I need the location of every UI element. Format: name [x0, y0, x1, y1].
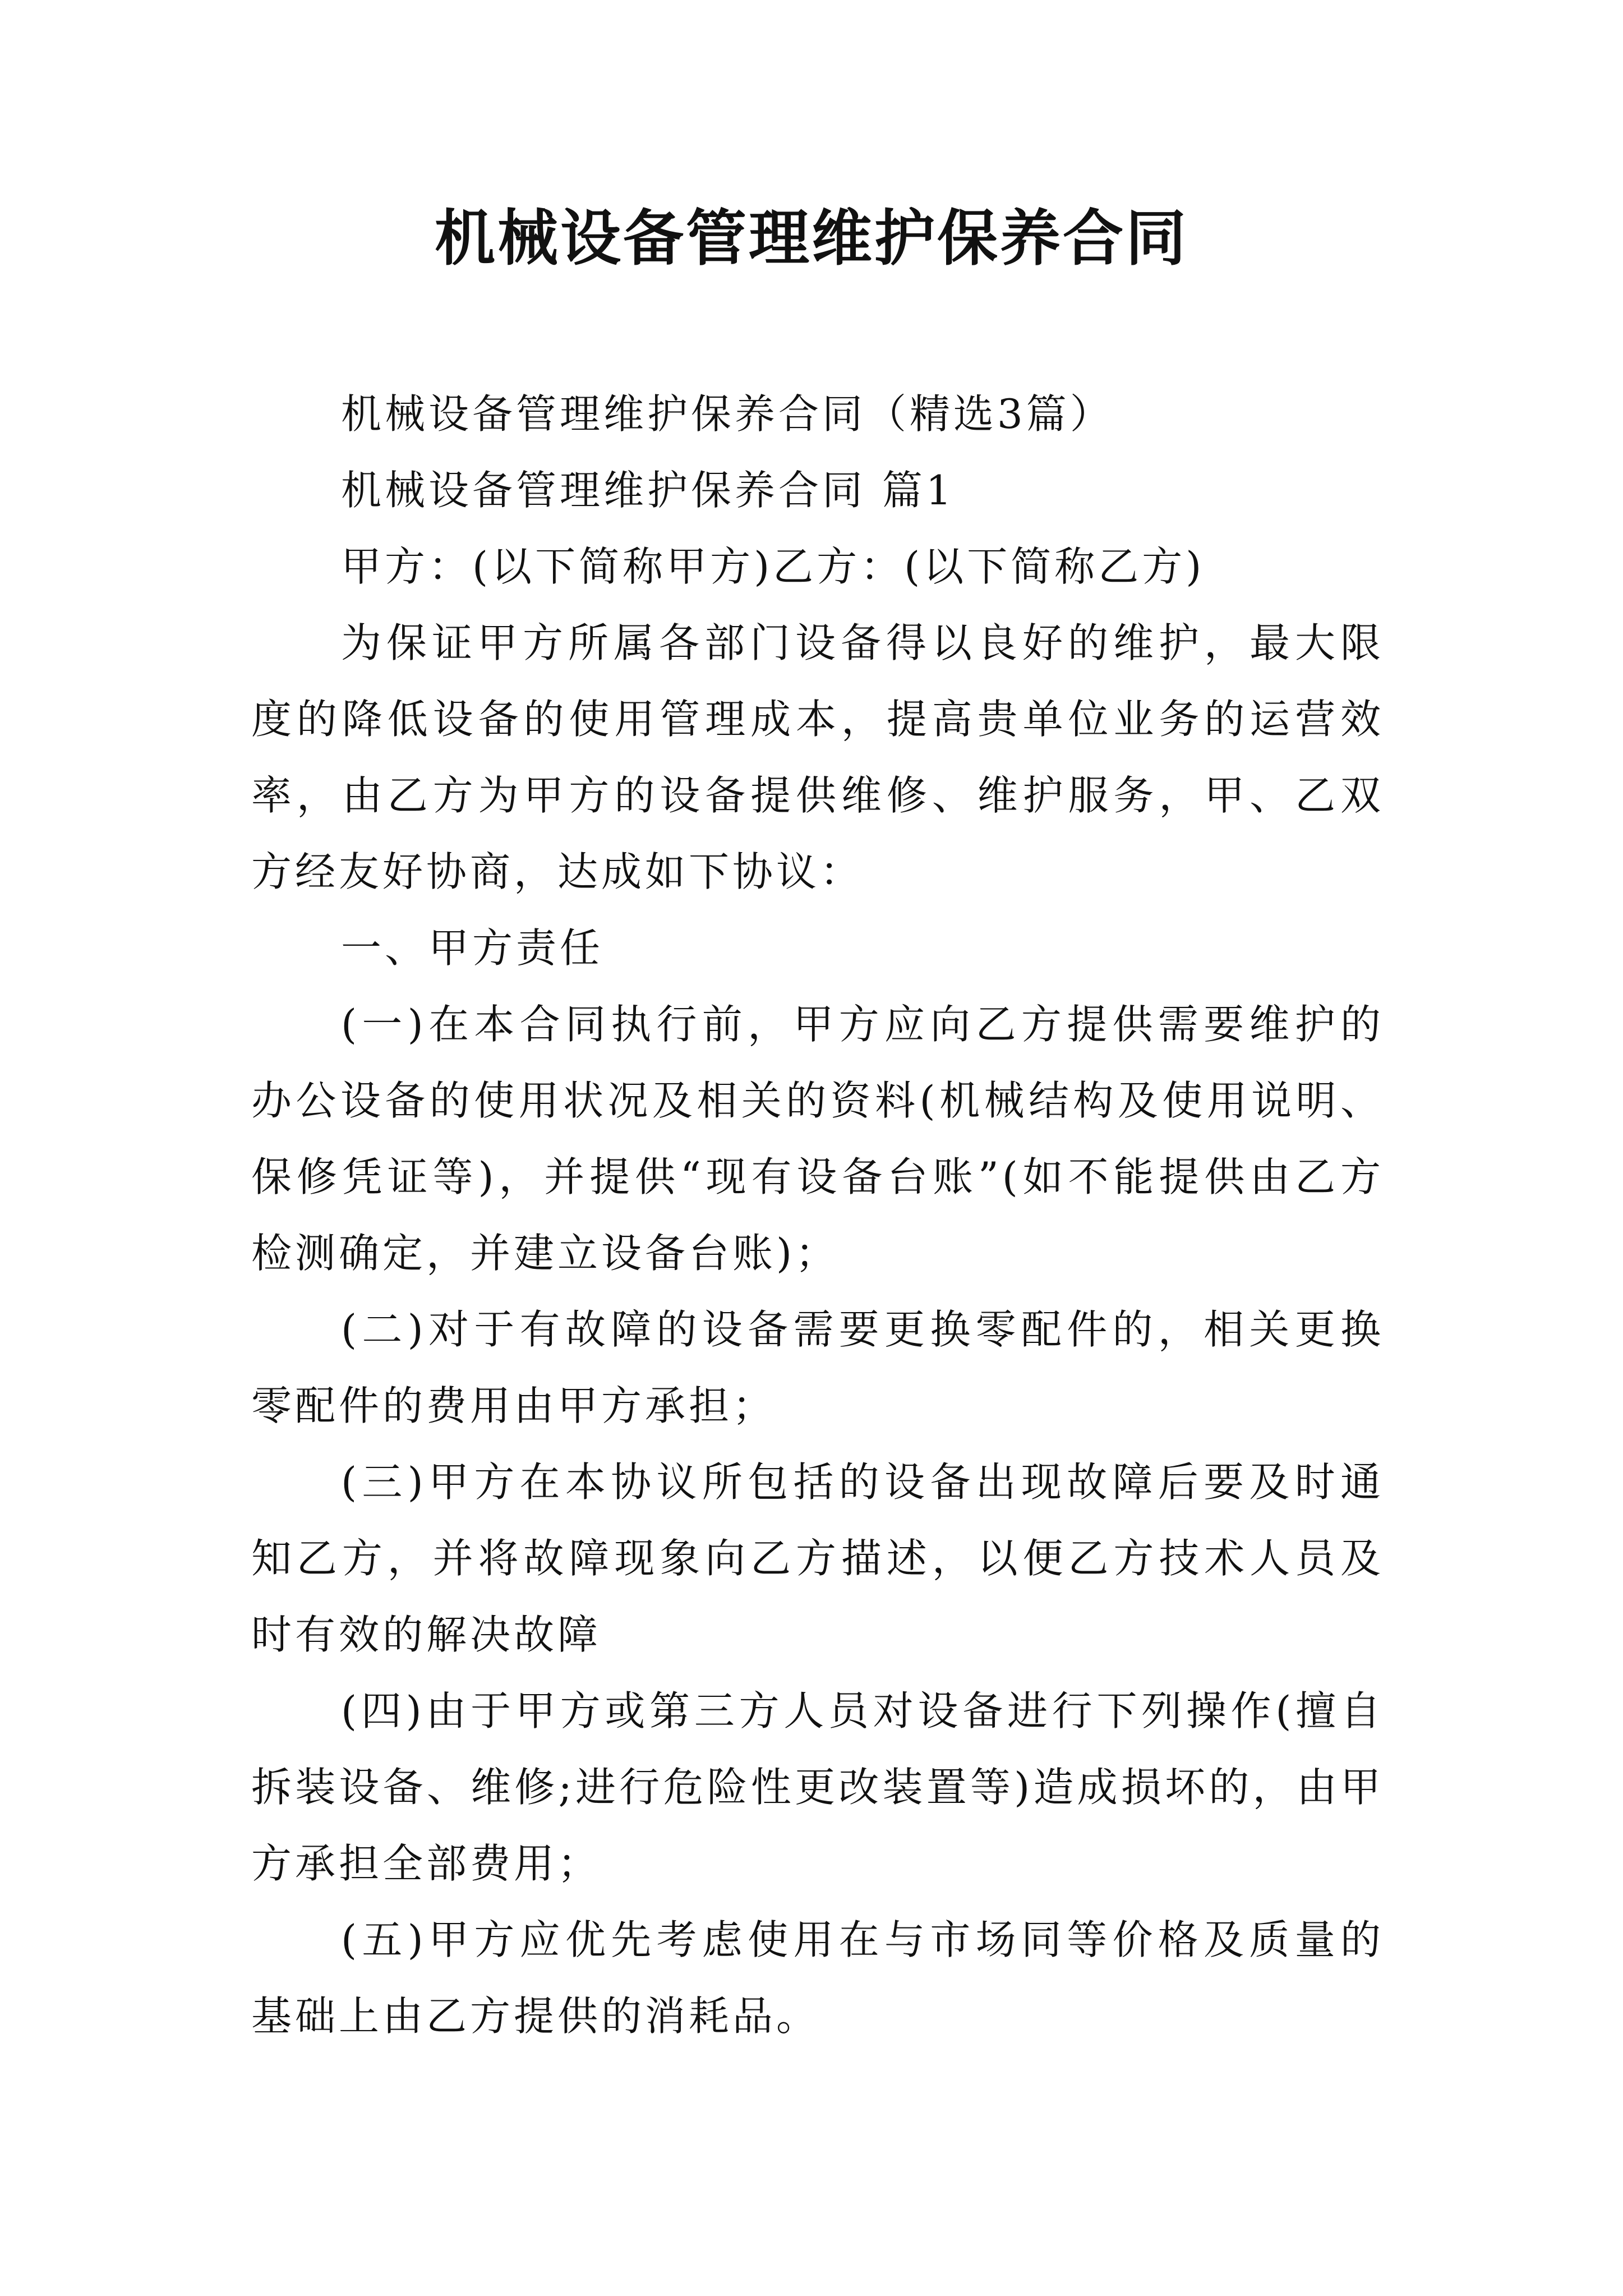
document-title: 机械设备管理维护保养合同	[434, 203, 1188, 274]
paragraph-subtitle: 机械设备管理维护保养合同（精选3篇）	[341, 390, 1114, 438]
paragraph-clause-3: (三)甲方在本协议所包括的设备出现故障后要及时通知乙方，并将故障现象向乙方描述，以便乙方技术人员及时有效的解决故障	[251, 1458, 1384, 1658]
paragraph-party-a-heading: 一、甲方责任	[341, 924, 604, 972]
document-body	[251, 376, 1384, 2054]
paragraph-section-heading: 机械设备管理维护保养合同 篇1	[341, 467, 955, 514]
paragraph-clause-2: (二)对于有故障的设备需要更换零配件的，相关更换零配件的费用由甲方承担；	[251, 1306, 1384, 1429]
paragraph-clause-5: (五)甲方应优先考虑使用在与市场同等价格及质量的基础上由乙方提供的消耗品。	[251, 1916, 1384, 2040]
paragraph-preamble: 为保证甲方所属各部门设备得以良好的维护，最大限度的降低设备的使用管理成本，提高贵单位业务的运营效率，由乙方为甲方的设备提供维修、维护服务，甲、乙双方经友好协商，达成如下协议：	[251, 619, 1384, 895]
paragraph-clause-1: (一)在本合同执行前，甲方应向乙方提供需要维护的办公设备的使用状况及相关的资料(机械结构及使用说明、保修凭证等)，并提供“现有设备台账”(如不能提供由乙方检测确定，并建立设备台账)；	[251, 1001, 1384, 1277]
paragraph-clause-4: (四)由于甲方或第三方人员对设备进行下列操作(擅自拆装设备、维修;进行危险性更改装置等)造成损坏的，由甲方承担全部费用；	[251, 1687, 1384, 1887]
paragraph-parties: 甲方：(以下简称甲方)乙方：(以下简称乙方)	[341, 543, 1205, 590]
